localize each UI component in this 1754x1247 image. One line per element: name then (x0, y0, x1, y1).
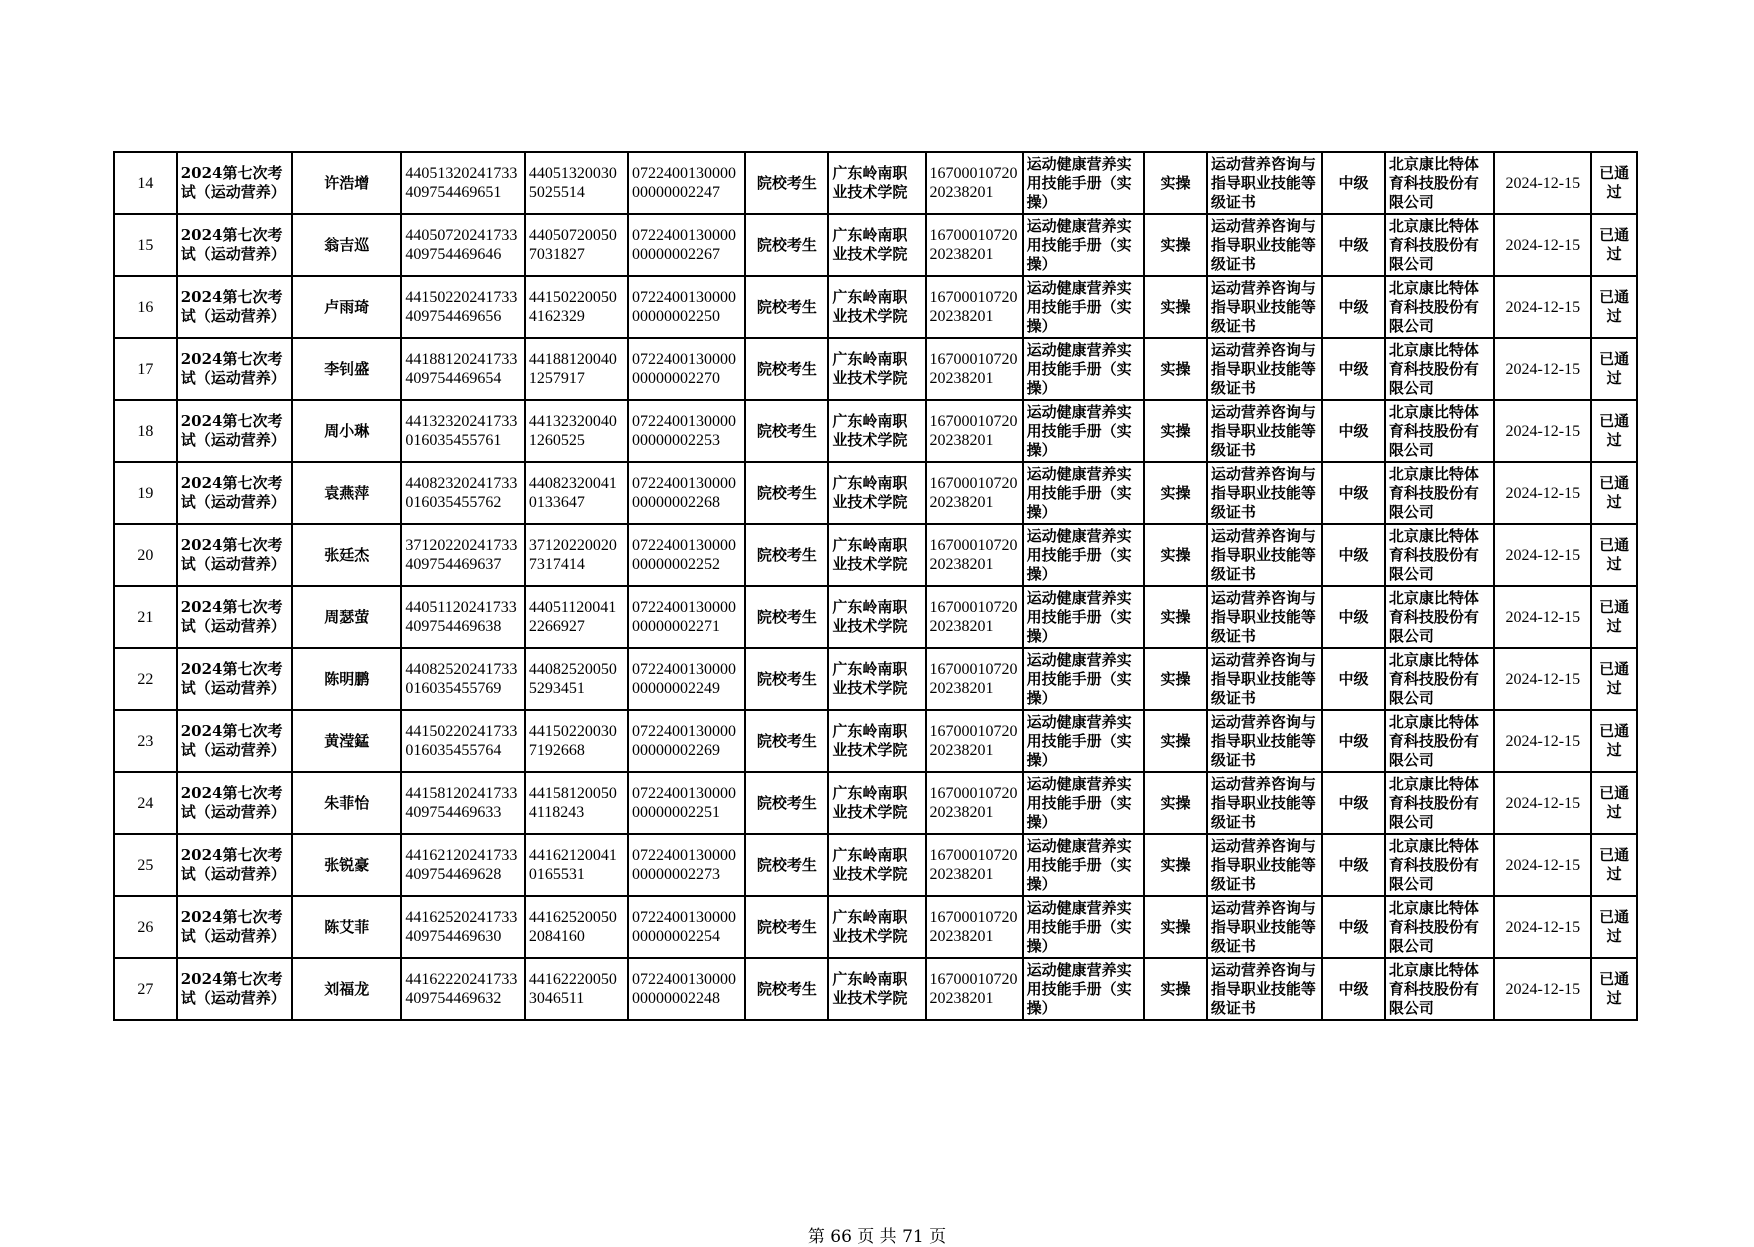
registration-id: 44051120241733409754469638 (401, 586, 524, 648)
id-card-number: 441502200307192668 (525, 710, 628, 772)
site-code: 1670001072020238201 (926, 586, 1023, 648)
certificate-name: 运动营养咨询与指导职业技能等级证书 (1207, 958, 1322, 1020)
issuing-organization: 北京康比特体育科技股份有限公司 (1385, 772, 1494, 834)
page-number: 第 66 页 共 71 页 (807, 1227, 947, 1247)
training-material: 运动健康营养实用技能手册（实操） (1023, 400, 1144, 462)
certificate-code: 072240013000000000002249 (628, 648, 745, 710)
candidate-type: 院校考生 (745, 958, 828, 1020)
exam-date: 2024-12-15 (1494, 710, 1591, 772)
certificate-name: 运动营养咨询与指导职业技能等级证书 (1207, 648, 1322, 710)
registration-id: 44082320241733016035455762 (401, 462, 524, 524)
exam-mode: 实操 (1144, 958, 1207, 1020)
registration-id: 44162220241733409754469632 (401, 958, 524, 1020)
site-code: 1670001072020238201 (926, 896, 1023, 958)
row-number: 18 (114, 400, 177, 462)
exam-batch: 2024第七次考试（运动营养） (177, 710, 292, 772)
certificate-name: 运动营养咨询与指导职业技能等级证书 (1207, 152, 1322, 214)
cert-level: 中级 (1322, 772, 1385, 834)
certificate-name: 运动营养咨询与指导职业技能等级证书 (1207, 214, 1322, 276)
id-card-number: 441625200502084160 (525, 896, 628, 958)
issuing-organization: 北京康比特体育科技股份有限公司 (1385, 896, 1494, 958)
table-row (114, 214, 1637, 276)
training-material: 运动健康营养实用技能手册（实操） (1023, 338, 1144, 400)
row-number: 24 (114, 772, 177, 834)
cert-level: 中级 (1322, 896, 1385, 958)
candidate-type: 院校考生 (745, 772, 828, 834)
cert-level: 中级 (1322, 152, 1385, 214)
status-badge: 已通过 (1591, 152, 1637, 214)
certificate-name: 运动营养咨询与指导职业技能等级证书 (1207, 338, 1322, 400)
exam-mode: 实操 (1144, 214, 1207, 276)
candidate-type: 院校考生 (745, 276, 828, 338)
certificate-code: 072240013000000000002253 (628, 400, 745, 462)
id-card-number: 371202200207317414 (525, 524, 628, 586)
certificate-code: 072240013000000000002270 (628, 338, 745, 400)
table-row (114, 648, 1637, 710)
candidate-type: 院校考生 (745, 338, 828, 400)
candidate-type: 院校考生 (745, 524, 828, 586)
certificate-name: 运动营养咨询与指导职业技能等级证书 (1207, 834, 1322, 896)
status-badge: 已通过 (1591, 648, 1637, 710)
table-row (114, 276, 1637, 338)
id-card-number: 441621200410165531 (525, 834, 628, 896)
training-material: 运动健康营养实用技能手册（实操） (1023, 710, 1144, 772)
certificate-code: 072240013000000000002250 (628, 276, 745, 338)
table-row (114, 710, 1637, 772)
school-name: 广东岭南职业技术学院 (828, 338, 925, 400)
registration-id: 44132320241733016035455761 (401, 400, 524, 462)
status-badge: 已通过 (1591, 400, 1637, 462)
status-badge: 已通过 (1591, 896, 1637, 958)
exam-batch: 2024第七次考试（运动营养） (177, 338, 292, 400)
issuing-organization: 北京康比特体育科技股份有限公司 (1385, 648, 1494, 710)
certificate-code: 072240013000000000002252 (628, 524, 745, 586)
school-name: 广东岭南职业技术学院 (828, 152, 925, 214)
training-material: 运动健康营养实用技能手册（实操） (1023, 586, 1144, 648)
candidate-type: 院校考生 (745, 152, 828, 214)
issuing-organization: 北京康比特体育科技股份有限公司 (1385, 400, 1494, 462)
registration-id: 44162120241733409754469628 (401, 834, 524, 896)
status-badge: 已通过 (1591, 276, 1637, 338)
exam-date: 2024-12-15 (1494, 400, 1591, 462)
certificate-name: 运动营养咨询与指导职业技能等级证书 (1207, 710, 1322, 772)
cert-level: 中级 (1322, 834, 1385, 896)
certificate-name: 运动营养咨询与指导职业技能等级证书 (1207, 524, 1322, 586)
certificate-code: 072240013000000000002248 (628, 958, 745, 1020)
candidate-type: 院校考生 (745, 896, 828, 958)
row-number: 23 (114, 710, 177, 772)
table-row (114, 152, 1637, 214)
site-code: 1670001072020238201 (926, 958, 1023, 1020)
exam-mode: 实操 (1144, 524, 1207, 586)
site-code: 1670001072020238201 (926, 152, 1023, 214)
training-material: 运动健康营养实用技能手册（实操） (1023, 276, 1144, 338)
training-material: 运动健康营养实用技能手册（实操） (1023, 772, 1144, 834)
table-row (114, 400, 1637, 462)
certificate-name: 运动营养咨询与指导职业技能等级证书 (1207, 276, 1322, 338)
status-badge: 已通过 (1591, 772, 1637, 834)
candidate-type: 院校考生 (745, 834, 828, 896)
exam-mode: 实操 (1144, 462, 1207, 524)
school-name: 广东岭南职业技术学院 (828, 462, 925, 524)
training-material: 运动健康营养实用技能手册（实操） (1023, 462, 1144, 524)
cert-level: 中级 (1322, 958, 1385, 1020)
site-code: 1670001072020238201 (926, 276, 1023, 338)
table-row (114, 338, 1637, 400)
certificate-name: 运动营养咨询与指导职业技能等级证书 (1207, 462, 1322, 524)
row-number: 17 (114, 338, 177, 400)
exam-batch: 2024第七次考试（运动营养） (177, 896, 292, 958)
issuing-organization: 北京康比特体育科技股份有限公司 (1385, 214, 1494, 276)
site-code: 1670001072020238201 (926, 338, 1023, 400)
candidate-name: 陈艾菲 (292, 896, 401, 958)
issuing-organization: 北京康比特体育科技股份有限公司 (1385, 462, 1494, 524)
training-material: 运动健康营养实用技能手册（实操） (1023, 524, 1144, 586)
training-material: 运动健康营养实用技能手册（实操） (1023, 896, 1144, 958)
issuing-organization: 北京康比特体育科技股份有限公司 (1385, 338, 1494, 400)
status-badge: 已通过 (1591, 462, 1637, 524)
exam-mode: 实操 (1144, 338, 1207, 400)
exam-batch: 2024第七次考试（运动营养） (177, 586, 292, 648)
training-material: 运动健康营养实用技能手册（实操） (1023, 152, 1144, 214)
candidate-name: 张廷杰 (292, 524, 401, 586)
exam-date: 2024-12-15 (1494, 462, 1591, 524)
issuing-organization: 北京康比特体育科技股份有限公司 (1385, 834, 1494, 896)
exam-mode: 实操 (1144, 152, 1207, 214)
results-table (113, 151, 1638, 1021)
id-card-number: 440825200505293451 (525, 648, 628, 710)
exam-date: 2024-12-15 (1494, 524, 1591, 586)
registration-id: 44051320241733409754469651 (401, 152, 524, 214)
certificate-name: 运动营养咨询与指导职业技能等级证书 (1207, 772, 1322, 834)
certificate-code: 072240013000000000002247 (628, 152, 745, 214)
registration-id: 37120220241733409754469637 (401, 524, 524, 586)
id-card-number: 440507200507031827 (525, 214, 628, 276)
candidate-type: 院校考生 (745, 710, 828, 772)
issuing-organization: 北京康比特体育科技股份有限公司 (1385, 586, 1494, 648)
certificate-code: 072240013000000000002254 (628, 896, 745, 958)
table-row (114, 524, 1637, 586)
candidate-type: 院校考生 (745, 462, 828, 524)
candidate-type: 院校考生 (745, 214, 828, 276)
exam-date: 2024-12-15 (1494, 772, 1591, 834)
candidate-name: 陈明鹏 (292, 648, 401, 710)
status-badge: 已通过 (1591, 586, 1637, 648)
certificate-name: 运动营养咨询与指导职业技能等级证书 (1207, 586, 1322, 648)
registration-id: 44150220241733016035455764 (401, 710, 524, 772)
school-name: 广东岭南职业技术学院 (828, 586, 925, 648)
cert-level: 中级 (1322, 400, 1385, 462)
school-name: 广东岭南职业技术学院 (828, 896, 925, 958)
exam-date: 2024-12-15 (1494, 648, 1591, 710)
exam-date: 2024-12-15 (1494, 958, 1591, 1020)
candidate-type: 院校考生 (745, 586, 828, 648)
candidate-name: 张锐豪 (292, 834, 401, 896)
id-card-number: 441323200401260525 (525, 400, 628, 462)
registration-id: 44050720241733409754469646 (401, 214, 524, 276)
certificate-code: 072240013000000000002251 (628, 772, 745, 834)
exam-batch: 2024第七次考试（运动营养） (177, 400, 292, 462)
candidate-name: 朱菲怡 (292, 772, 401, 834)
cert-level: 中级 (1322, 524, 1385, 586)
cert-level: 中级 (1322, 648, 1385, 710)
row-number: 15 (114, 214, 177, 276)
exam-date: 2024-12-15 (1494, 338, 1591, 400)
row-number: 22 (114, 648, 177, 710)
registration-id: 44158120241733409754469633 (401, 772, 524, 834)
candidate-name: 周小琳 (292, 400, 401, 462)
registration-id: 44150220241733409754469656 (401, 276, 524, 338)
certificate-code: 072240013000000000002269 (628, 710, 745, 772)
candidate-name: 翁吉巡 (292, 214, 401, 276)
id-card-number: 440513200305025514 (525, 152, 628, 214)
status-badge: 已通过 (1591, 214, 1637, 276)
candidate-name: 许浩增 (292, 152, 401, 214)
exam-mode: 实操 (1144, 648, 1207, 710)
candidate-name: 李钊盛 (292, 338, 401, 400)
cert-level: 中级 (1322, 276, 1385, 338)
training-material: 运动健康营养实用技能手册（实操） (1023, 958, 1144, 1020)
row-number: 20 (114, 524, 177, 586)
exam-date: 2024-12-15 (1494, 586, 1591, 648)
site-code: 1670001072020238201 (926, 214, 1023, 276)
school-name: 广东岭南职业技术学院 (828, 214, 925, 276)
exam-date: 2024-12-15 (1494, 896, 1591, 958)
exam-batch: 2024第七次考试（运动营养） (177, 214, 292, 276)
exam-date: 2024-12-15 (1494, 834, 1591, 896)
exam-mode: 实操 (1144, 896, 1207, 958)
table-row (114, 834, 1637, 896)
row-number: 25 (114, 834, 177, 896)
status-badge: 已通过 (1591, 710, 1637, 772)
exam-mode: 实操 (1144, 834, 1207, 896)
certificate-code: 072240013000000000002268 (628, 462, 745, 524)
row-number: 26 (114, 896, 177, 958)
table-row (114, 772, 1637, 834)
school-name: 广东岭南职业技术学院 (828, 524, 925, 586)
school-name: 广东岭南职业技术学院 (828, 710, 925, 772)
table-row (114, 958, 1637, 1020)
table-row (114, 896, 1637, 958)
cert-level: 中级 (1322, 462, 1385, 524)
exam-date: 2024-12-15 (1494, 152, 1591, 214)
row-number: 21 (114, 586, 177, 648)
row-number: 14 (114, 152, 177, 214)
id-card-number: 440511200412266927 (525, 586, 628, 648)
training-material: 运动健康营养实用技能手册（实操） (1023, 834, 1144, 896)
status-badge: 已通过 (1591, 834, 1637, 896)
candidate-name: 卢雨琦 (292, 276, 401, 338)
school-name: 广东岭南职业技术学院 (828, 276, 925, 338)
school-name: 广东岭南职业技术学院 (828, 958, 925, 1020)
issuing-organization: 北京康比特体育科技股份有限公司 (1385, 152, 1494, 214)
school-name: 广东岭南职业技术学院 (828, 400, 925, 462)
exam-batch: 2024第七次考试（运动营养） (177, 648, 292, 710)
site-code: 1670001072020238201 (926, 462, 1023, 524)
id-card-number: 441881200401257917 (525, 338, 628, 400)
row-number: 16 (114, 276, 177, 338)
registration-id: 44188120241733409754469654 (401, 338, 524, 400)
status-badge: 已通过 (1591, 338, 1637, 400)
table-body (114, 152, 1637, 1020)
issuing-organization: 北京康比特体育科技股份有限公司 (1385, 958, 1494, 1020)
exam-batch: 2024第七次考试（运动营养） (177, 834, 292, 896)
certificate-code: 072240013000000000002267 (628, 214, 745, 276)
exam-mode: 实操 (1144, 400, 1207, 462)
row-number: 27 (114, 958, 177, 1020)
exam-mode: 实操 (1144, 772, 1207, 834)
school-name: 广东岭南职业技术学院 (828, 772, 925, 834)
exam-batch: 2024第七次考试（运动营养） (177, 772, 292, 834)
table-row (114, 462, 1637, 524)
candidate-name: 刘福龙 (292, 958, 401, 1020)
candidate-type: 院校考生 (745, 400, 828, 462)
site-code: 1670001072020238201 (926, 524, 1023, 586)
registration-id: 44162520241733409754469630 (401, 896, 524, 958)
certificate-code: 072240013000000000002271 (628, 586, 745, 648)
site-code: 1670001072020238201 (926, 834, 1023, 896)
registration-id: 44082520241733016035455769 (401, 648, 524, 710)
id-card-number: 440823200410133647 (525, 462, 628, 524)
status-badge: 已通过 (1591, 958, 1637, 1020)
exam-batch: 2024第七次考试（运动营养） (177, 152, 292, 214)
certificate-code: 072240013000000000002273 (628, 834, 745, 896)
candidate-name: 周瑟萤 (292, 586, 401, 648)
cert-level: 中级 (1322, 214, 1385, 276)
status-badge: 已通过 (1591, 524, 1637, 586)
exam-batch: 2024第七次考试（运动营养） (177, 958, 292, 1020)
site-code: 1670001072020238201 (926, 400, 1023, 462)
table-row (114, 586, 1637, 648)
candidate-name: 黄滢錳 (292, 710, 401, 772)
exam-mode: 实操 (1144, 586, 1207, 648)
candidate-name: 袁燕萍 (292, 462, 401, 524)
training-material: 运动健康营养实用技能手册（实操） (1023, 214, 1144, 276)
certificate-name: 运动营养咨询与指导职业技能等级证书 (1207, 400, 1322, 462)
row-number: 19 (114, 462, 177, 524)
school-name: 广东岭南职业技术学院 (828, 648, 925, 710)
exam-batch: 2024第七次考试（运动营养） (177, 462, 292, 524)
cert-level: 中级 (1322, 338, 1385, 400)
exam-mode: 实操 (1144, 710, 1207, 772)
site-code: 1670001072020238201 (926, 710, 1023, 772)
exam-date: 2024-12-15 (1494, 214, 1591, 276)
cert-level: 中级 (1322, 586, 1385, 648)
school-name: 广东岭南职业技术学院 (828, 834, 925, 896)
exam-batch: 2024第七次考试（运动营养） (177, 276, 292, 338)
id-card-number: 441622200503046511 (525, 958, 628, 1020)
cert-level: 中级 (1322, 710, 1385, 772)
site-code: 1670001072020238201 (926, 772, 1023, 834)
issuing-organization: 北京康比特体育科技股份有限公司 (1385, 276, 1494, 338)
issuing-organization: 北京康比特体育科技股份有限公司 (1385, 710, 1494, 772)
id-card-number: 441502200504162329 (525, 276, 628, 338)
issuing-organization: 北京康比特体育科技股份有限公司 (1385, 524, 1494, 586)
training-material: 运动健康营养实用技能手册（实操） (1023, 648, 1144, 710)
exam-mode: 实操 (1144, 276, 1207, 338)
exam-date: 2024-12-15 (1494, 276, 1591, 338)
candidate-type: 院校考生 (745, 648, 828, 710)
site-code: 1670001072020238201 (926, 648, 1023, 710)
id-card-number: 441581200504118243 (525, 772, 628, 834)
exam-batch: 2024第七次考试（运动营养） (177, 524, 292, 586)
certificate-name: 运动营养咨询与指导职业技能等级证书 (1207, 896, 1322, 958)
